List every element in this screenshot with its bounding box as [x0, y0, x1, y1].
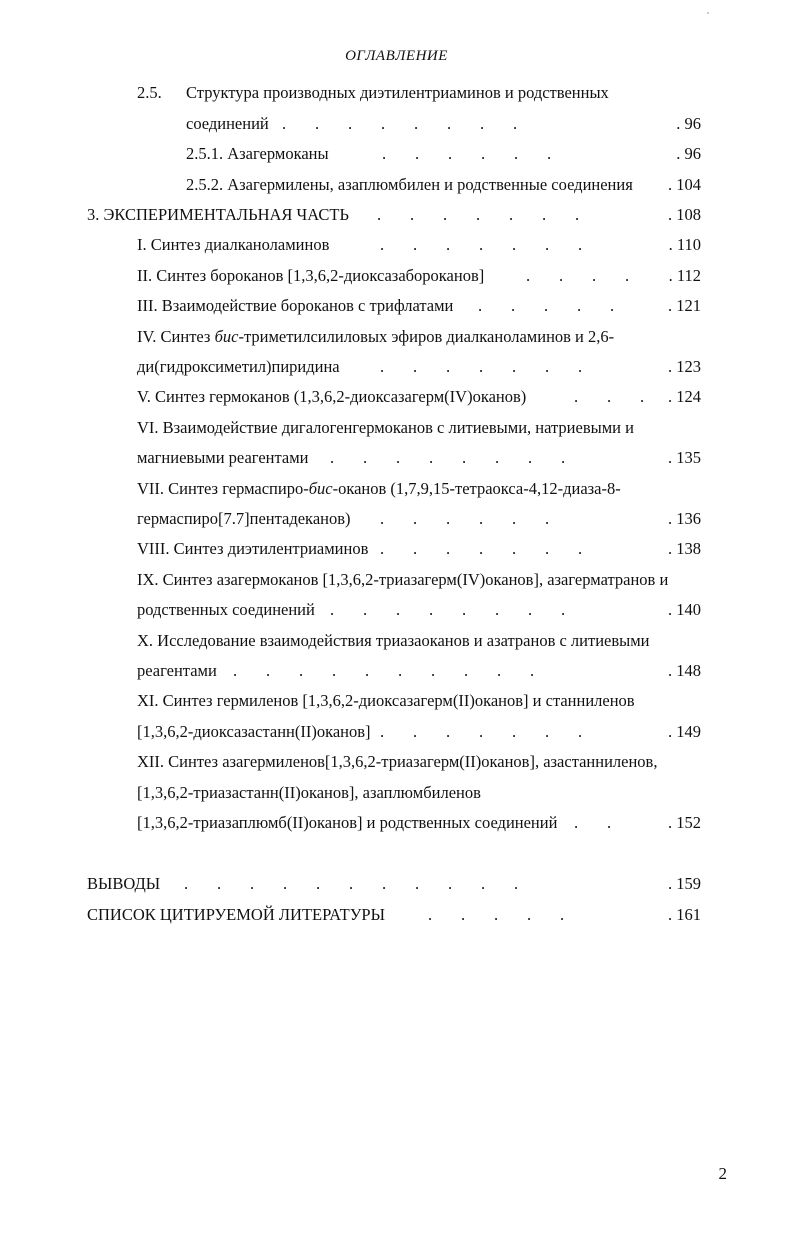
toc-page-number: . 135 — [668, 448, 701, 467]
toc-entry-text: реагентами — [137, 661, 217, 680]
toc-entry-text: II. Синтез бороканов [1,3,6,2-диоксазабороканов] — [137, 266, 485, 285]
toc-leader-dots: . . . . . . . — [380, 235, 583, 254]
toc-entry-text-part: -триметилсилиловых эфиров диалканоламинов и 2,6- — [238, 327, 615, 346]
toc-entry-text-part: -оканов (1,7,9,15-тетраокса-4,12-диаза-8- — [332, 479, 621, 498]
toc-entry-number: 2.5. — [137, 83, 162, 102]
toc-entry-text-italic: бис — [214, 327, 239, 346]
page-title: ОГЛАВЛЕНИЕ — [345, 48, 448, 64]
toc-entry-text: родственных соединений — [137, 600, 315, 619]
toc-page-number: . 138 — [668, 539, 701, 558]
toc-entry-text: соединений — [186, 114, 269, 133]
toc-leader-dots: . . . . . . . . — [282, 114, 518, 133]
toc-entry-text: V. Синтез гермоканов (1,3,6,2-диоксазагерм(IV)оканов) — [137, 387, 527, 406]
toc-entry-text: IX. Синтез азагермоканов [1,3,6,2-триазагерм(IV)оканов], азагерматранов и — [137, 570, 669, 589]
toc-leader-dots: . . — [574, 813, 612, 832]
toc-leader-dots: . . . . . — [478, 296, 615, 315]
toc-leader-dots: . . . . . . . — [380, 722, 583, 741]
toc-page-number: . 96 — [676, 114, 701, 133]
toc-page-number: . 152 — [668, 813, 701, 832]
toc-entry-text: Структура производных диэтилентриаминов и родственных — [186, 83, 609, 102]
toc-entry-text: [1,3,6,2-триазастанн(II)оканов], азаплюмбиленов — [137, 783, 481, 802]
toc-leader-dots: . . . . . . . . — [330, 600, 566, 619]
toc-entry-text: X. Исследование взаимодействия триазаоканов и азатранов с литиевыми — [137, 631, 650, 650]
toc-page-number: . 96 — [676, 144, 701, 163]
toc-leader-dots: . . . . . — [428, 905, 565, 924]
toc-leader-dots: . . . . . . . . — [330, 448, 566, 467]
toc-page-number: . 104 — [668, 175, 701, 194]
toc-page-number: . 124 — [668, 387, 701, 406]
toc-leader-dots: . . . . . . — [382, 144, 552, 163]
toc-entry-text: магниевыми реагентами — [137, 448, 309, 467]
toc-section-heading: 3. ЭКСПЕРИМЕНТАЛЬНАЯ ЧАСТЬ — [87, 205, 349, 224]
toc-entry-text: ди(гидроксиметил)пиридина — [137, 357, 340, 376]
toc-page-number: . 148 — [668, 661, 701, 680]
toc-entry-text: 2.5.1. Азагермоканы — [186, 144, 329, 163]
toc-entry-text: III. Взаимодействие бороканов с трифлатами — [137, 296, 454, 315]
toc-page-number: . 140 — [668, 600, 701, 619]
toc-entry-text: [1,3,6,2-диоксазастанн(II)оканов] — [137, 722, 371, 741]
toc-page-number: . 123 — [668, 357, 701, 376]
toc-entry-text-italic: бис — [308, 479, 333, 498]
toc-entry-text-part: IV. Синтез — [137, 327, 215, 346]
toc-page-number: . 159 — [668, 874, 701, 893]
toc-entry-text-part: VII. Синтез гермаспиро- — [137, 479, 309, 498]
toc-page-number: . 136 — [668, 509, 701, 528]
toc-entry-text: XII. Синтез азагермиленов[1,3,6,2-триазагерм(II)оканов], азастанниленов, — [137, 752, 658, 771]
toc-entry-text — [137, 478, 621, 500]
toc-leader-dots: . . . . . . . — [380, 539, 583, 558]
toc-section-heading: ВЫВОДЫ — [87, 874, 161, 893]
toc-page-number: . 149 — [668, 722, 701, 741]
toc-page-number: . 110 — [668, 235, 701, 254]
toc-entry-text: гермаспиро[7.7]пентадеканов) — [137, 509, 351, 528]
scan-speck — [707, 12, 709, 14]
toc-page-number: . 112 — [668, 266, 701, 285]
toc-leader-dots: . . . . . . . — [377, 205, 580, 224]
toc-entry-text: [1,3,6,2-триазаплюмб(II)оканов] и родственных соединений — [137, 813, 558, 832]
toc-leader-dots: . . . . . . . . . . — [233, 661, 535, 680]
page-number: 2 — [718, 1164, 727, 1183]
toc-leader-dots: . . . . . . . . . . . — [184, 874, 519, 893]
toc-leader-dots: . . . . . . — [380, 509, 550, 528]
toc-entry-text: I. Синтез диалканоламинов — [137, 235, 330, 254]
toc-page-number: . 121 — [668, 296, 701, 315]
toc-entry-text: VIII. Синтез диэтилентриаминов — [137, 539, 369, 558]
toc-entry-text — [137, 326, 614, 348]
toc-entry-text: XI. Синтез гермиленов [1,3,6,2-диоксазагерм(II)оканов] и станниленов — [137, 691, 635, 710]
toc-section-heading: СПИСОК ЦИТИРУЕМОЙ ЛИТЕРАТУРЫ — [87, 905, 385, 924]
toc-entry-text: VI. Взаимодействие дигалогенгермоканов с литиевыми, натриевыми и — [137, 418, 634, 437]
toc-leader-dots: . . . — [574, 387, 645, 406]
toc-entry-text: 2.5.2. Азагермилены, азаплюмбилен и родственные соединения — [186, 175, 633, 194]
toc-leader-dots: . . . . — [526, 266, 630, 285]
toc-leader-dots: . . . . . . . — [380, 357, 583, 376]
toc-page-number: . 161 — [668, 905, 701, 924]
toc-page-number: . 108 — [668, 205, 701, 224]
